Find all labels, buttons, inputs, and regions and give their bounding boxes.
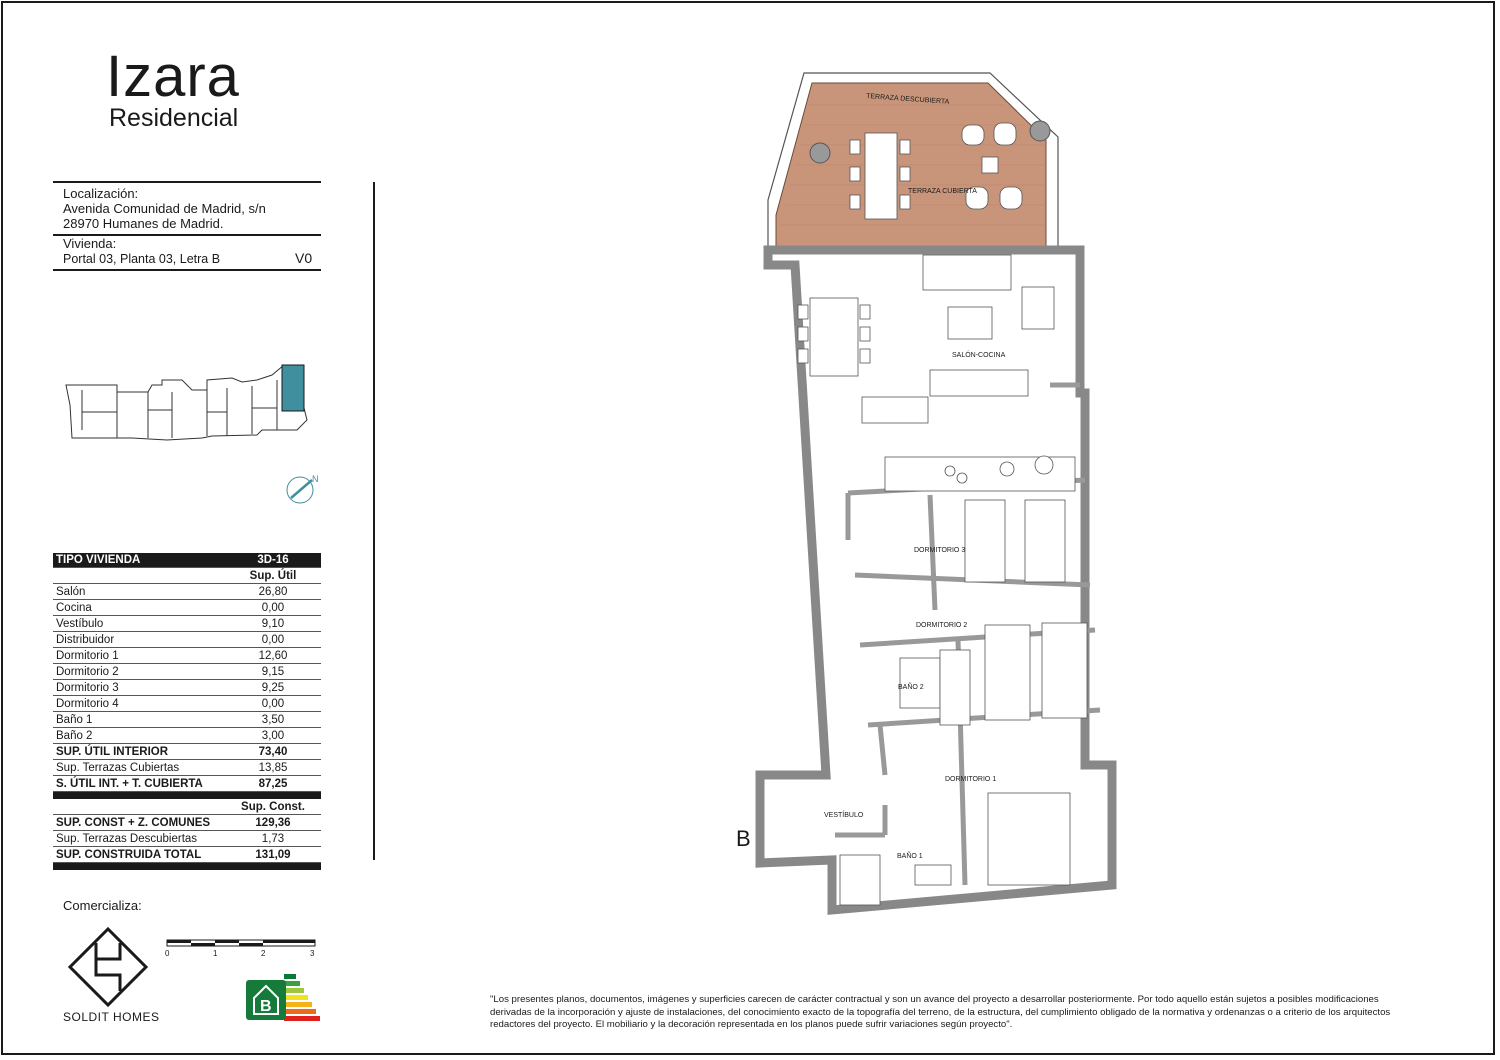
scale-tick-label: 1 bbox=[213, 949, 218, 958]
table-row bbox=[53, 648, 321, 664]
table-row bbox=[53, 584, 321, 600]
dwelling-value: Portal 03, Planta 03, Letra B bbox=[63, 252, 221, 266]
row-label: Salón bbox=[53, 584, 225, 600]
row-value: 9,25 bbox=[225, 680, 321, 696]
table-header-label: TIPO VIVIENDA bbox=[53, 553, 225, 568]
location-label: Localización: bbox=[63, 186, 139, 201]
company-name: SOLDIT HOMES bbox=[63, 1010, 160, 1024]
scale-tick-label: 3 bbox=[310, 949, 315, 958]
brand-subtitle: Residencial bbox=[109, 104, 239, 132]
row-label: Baño 1 bbox=[53, 712, 225, 728]
total-covered-row: S. ÚTIL INT. + T. CUBIERTA 87,25 bbox=[53, 776, 321, 792]
dwelling-label: Vivienda: bbox=[63, 236, 117, 251]
energy-rating-icon bbox=[244, 972, 324, 1028]
divider bbox=[53, 181, 321, 183]
row-value: 3,50 bbox=[225, 712, 321, 728]
row-value: 12,60 bbox=[225, 648, 321, 664]
area-table bbox=[53, 553, 321, 870]
room-label-living-kitchen: SALÓN-COCINA bbox=[952, 352, 1006, 359]
row-label: Vestíbulo bbox=[53, 616, 225, 632]
plan-entry-letter: B bbox=[736, 826, 751, 851]
row-value: 26,80 bbox=[225, 584, 321, 600]
built-common-row: SUP. CONST + Z. COMUNES 129,36 bbox=[53, 815, 321, 831]
soldit-logo-icon bbox=[66, 925, 150, 1009]
row-label: Dormitorio 2 bbox=[53, 664, 225, 680]
location-line2: 28970 Humanes de Madrid. bbox=[63, 216, 224, 231]
table-row bbox=[53, 712, 321, 728]
table-separator bbox=[53, 863, 321, 871]
scale-tick-label: 2 bbox=[261, 949, 266, 958]
built-area-heading: Sup. Const. bbox=[225, 799, 321, 815]
table-row bbox=[53, 632, 321, 648]
row-label: Baño 2 bbox=[53, 728, 225, 744]
room-label-bath2: BAÑO 2 bbox=[898, 684, 924, 691]
floor-plan bbox=[740, 65, 1140, 925]
marketing-label: Comercializa: bbox=[63, 898, 142, 913]
total-interior-row: SUP. ÚTIL INTERIOR 73,40 bbox=[53, 744, 321, 760]
row-value: 9,15 bbox=[225, 664, 321, 680]
row-value: 0,00 bbox=[225, 696, 321, 712]
row-value: 3,00 bbox=[225, 728, 321, 744]
room-label-covered-terrace: TERRAZA CUBIERTA bbox=[908, 188, 977, 195]
room-label-bedroom1: DORMITORIO 1 bbox=[945, 776, 997, 783]
row-label: Dormitorio 4 bbox=[53, 696, 225, 712]
row-label: Dormitorio 3 bbox=[53, 680, 225, 696]
row-label: Cocina bbox=[53, 600, 225, 616]
useful-area-heading: Sup. Útil bbox=[225, 568, 321, 584]
room-label-hall: VESTÍBULO bbox=[824, 812, 864, 819]
row-label: Distribuidor bbox=[53, 632, 225, 648]
open-terraces-row: Sup. Terrazas Descubiertas 1,73 bbox=[53, 831, 321, 847]
room-label-open-terrace: TERRAZA DESCUBIERTA bbox=[865, 93, 950, 106]
room-label-bedroom3: DORMITORIO 3 bbox=[914, 547, 966, 554]
table-row bbox=[53, 696, 321, 712]
table-header-value: 3D-16 bbox=[225, 553, 321, 568]
covered-terraces-row: Sup. Terrazas Cubiertas 13,85 bbox=[53, 760, 321, 776]
compass-north-label: N bbox=[312, 474, 319, 484]
table-row bbox=[53, 728, 321, 744]
total-built-row: SUP. CONSTRUIDA TOTAL 131,09 bbox=[53, 847, 321, 863]
room-label-bedroom2: DORMITORIO 2 bbox=[916, 622, 968, 629]
built-subheader-row bbox=[53, 799, 321, 815]
vertical-divider bbox=[373, 182, 375, 860]
divider bbox=[53, 269, 321, 271]
scale-bar bbox=[160, 936, 328, 962]
brand-title: Izara bbox=[106, 44, 240, 109]
key-plan bbox=[62, 350, 312, 450]
location-line1: Avenida Comunidad de Madrid, s/n bbox=[63, 201, 266, 216]
disclaimer-text: "Los presentes planos, documentos, imágenes y superficies carecen de carácter contractual y son un avance del proyecto a desarrollar posteriormente. Por todo aquello están sujetos a posibles modificaciones derivadas de la incorporación y ajuste de instalaciones, del conocimiento exacto de la topografía del terreno, de la estructura, del cumplimiento obligado de la normativa y ordenanzas o a criterio de los arquitectos redactores del proyecto. El mobiliario y la decoración representada en los planos puede sufrir variaciones según proyecto". bbox=[490, 994, 1391, 1030]
row-value: 0,00 bbox=[225, 632, 321, 648]
room-label-bath1: BAÑO 1 bbox=[897, 853, 923, 860]
compass-icon bbox=[282, 468, 326, 508]
row-value: 0,00 bbox=[225, 600, 321, 616]
table-row bbox=[53, 616, 321, 632]
table-subheader-row bbox=[53, 568, 321, 584]
table-row bbox=[53, 664, 321, 680]
scale-tick-label: 0 bbox=[165, 949, 170, 958]
row-value: 9,10 bbox=[225, 616, 321, 632]
energy-rating-letter: B bbox=[260, 998, 272, 1015]
version-label: V0 bbox=[295, 250, 313, 266]
table-row bbox=[53, 600, 321, 616]
table-separator bbox=[53, 792, 321, 800]
row-label: Dormitorio 1 bbox=[53, 648, 225, 664]
table-header-row bbox=[53, 553, 321, 568]
table-row bbox=[53, 680, 321, 696]
